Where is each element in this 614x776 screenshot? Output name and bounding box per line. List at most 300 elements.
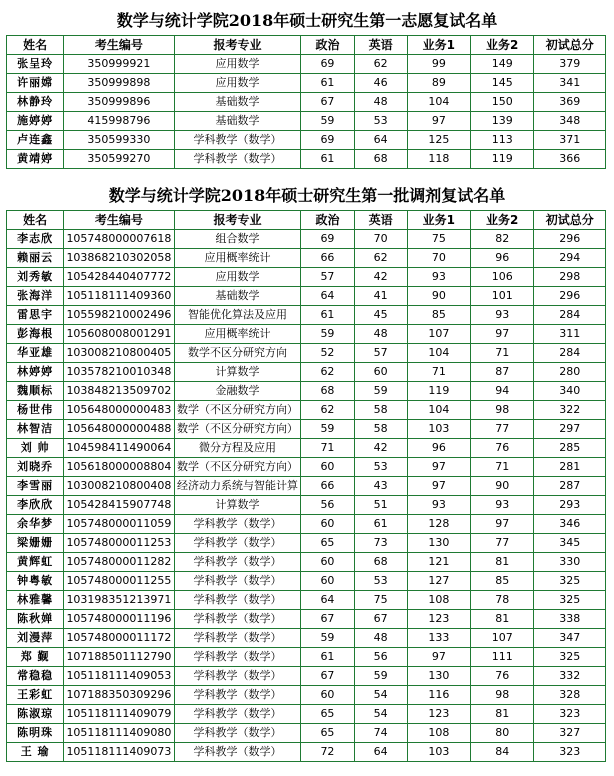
cell-major: 学科教学（数学） (174, 534, 301, 553)
cell-total: 323 (534, 743, 606, 762)
cell-major: 计算数学 (174, 363, 301, 382)
cell-subject2: 84 (471, 743, 534, 762)
cell-english: 73 (354, 534, 407, 553)
cell-subject1: 127 (407, 572, 470, 591)
cell-name: 林静玲 (7, 93, 64, 112)
cell-name: 王彩虹 (7, 686, 64, 705)
cell-english: 41 (354, 287, 407, 306)
table-row (7, 74, 606, 93)
cell-name: 梁姗姗 (7, 534, 64, 553)
table-row (7, 553, 606, 572)
cell-subject2: 78 (471, 591, 534, 610)
column-header-english: 英语 (354, 211, 407, 230)
cell-major: 学科教学（数学） (174, 610, 301, 629)
cell-subject1: 89 (407, 74, 470, 93)
cell-total: 379 (534, 55, 606, 74)
cell-total: 371 (534, 131, 606, 150)
cell-subject2: 76 (471, 439, 534, 458)
table-row (7, 268, 606, 287)
cell-english: 57 (354, 344, 407, 363)
cell-english: 58 (354, 420, 407, 439)
cell-subject1: 108 (407, 591, 470, 610)
cell-major: 数学不区分研究方向 (174, 344, 301, 363)
cell-major: 学科教学（数学） (174, 515, 301, 534)
cell-subject1: 75 (407, 230, 470, 249)
table-header-row (7, 36, 606, 55)
cell-subject1: 119 (407, 382, 470, 401)
cell-subject2: 107 (471, 629, 534, 648)
cell-name: 黄靖婷 (7, 150, 64, 169)
cell-exam-id: 350999921 (64, 55, 174, 74)
cell-politics: 62 (301, 363, 354, 382)
table-row (7, 344, 606, 363)
cell-english: 45 (354, 306, 407, 325)
cell-politics: 52 (301, 344, 354, 363)
cell-major: 应用数学 (174, 55, 301, 74)
column-header-english: 英语 (354, 36, 407, 55)
column-header-major: 报考专业 (174, 36, 301, 55)
cell-name: 魏顺标 (7, 382, 64, 401)
cell-total: 346 (534, 515, 606, 534)
column-header-politics: 政治 (301, 211, 354, 230)
cell-exam-id: 103198351213971 (64, 591, 174, 610)
cell-major: 学科教学（数学） (174, 131, 301, 150)
cell-name: 卢连鑫 (7, 131, 64, 150)
cell-politics: 67 (301, 667, 354, 686)
cell-total: 330 (534, 553, 606, 572)
cell-exam-id: 415998796 (64, 112, 174, 131)
cell-subject2: 71 (471, 344, 534, 363)
cell-english: 59 (354, 667, 407, 686)
table-row (7, 572, 606, 591)
cell-total: 328 (534, 686, 606, 705)
cell-exam-id: 105118111409360 (64, 287, 174, 306)
cell-exam-id: 105118111409053 (64, 667, 174, 686)
cell-english: 51 (354, 496, 407, 515)
cell-name: 钟粤敏 (7, 572, 64, 591)
cell-exam-id: 105748000011253 (64, 534, 174, 553)
table-row (7, 325, 606, 344)
cell-politics: 66 (301, 249, 354, 268)
cell-politics: 57 (301, 268, 354, 287)
cell-subject1: 128 (407, 515, 470, 534)
cell-major: 应用数学 (174, 268, 301, 287)
cell-english: 75 (354, 591, 407, 610)
cell-exam-id: 107188350309296 (64, 686, 174, 705)
cell-total: 296 (534, 287, 606, 306)
cell-major: 数学（不区分研究方向） (174, 458, 301, 477)
cell-major: 学科教学（数学） (174, 591, 301, 610)
table-row (7, 112, 606, 131)
cell-name: 张呈玲 (7, 55, 64, 74)
cell-name: 刘漫萍 (7, 629, 64, 648)
cell-subject1: 121 (407, 553, 470, 572)
cell-english: 62 (354, 55, 407, 74)
cell-total: 369 (534, 93, 606, 112)
cell-subject1: 123 (407, 610, 470, 629)
cell-subject2: 97 (471, 325, 534, 344)
column-header-exam-id: 考生编号 (64, 36, 174, 55)
cell-english: 62 (354, 249, 407, 268)
cell-major: 数学（不区分研究方向） (174, 401, 301, 420)
table-row (7, 629, 606, 648)
cell-major: 基础数学 (174, 112, 301, 131)
cell-name: 李志欣 (7, 230, 64, 249)
cell-english: 68 (354, 553, 407, 572)
cell-english: 43 (354, 477, 407, 496)
cell-major: 数学（不区分研究方向） (174, 420, 301, 439)
cell-major: 微分方程及应用 (174, 439, 301, 458)
cell-subject2: 81 (471, 610, 534, 629)
cell-name: 张海洋 (7, 287, 64, 306)
cell-major: 学科教学（数学） (174, 629, 301, 648)
cell-exam-id: 350999896 (64, 93, 174, 112)
cell-total: 325 (534, 648, 606, 667)
cell-subject1: 93 (407, 268, 470, 287)
table-row (7, 591, 606, 610)
cell-politics: 61 (301, 306, 354, 325)
table-row (7, 496, 606, 515)
cell-exam-id: 105748000011196 (64, 610, 174, 629)
table-row (7, 724, 606, 743)
cell-major: 经济动力系统与智能计算 (174, 477, 301, 496)
cell-total: 280 (534, 363, 606, 382)
cell-subject1: 97 (407, 458, 470, 477)
table-row (7, 93, 606, 112)
cell-total: 325 (534, 591, 606, 610)
cell-politics: 59 (301, 325, 354, 344)
table-row (7, 648, 606, 667)
cell-politics: 66 (301, 477, 354, 496)
cell-total: 341 (534, 74, 606, 93)
cell-major: 学科教学（数学） (174, 572, 301, 591)
cell-english: 54 (354, 705, 407, 724)
cell-politics: 65 (301, 534, 354, 553)
cell-subject1: 104 (407, 93, 470, 112)
cell-name: 杨世伟 (7, 401, 64, 420)
cell-subject1: 123 (407, 705, 470, 724)
cell-english: 46 (354, 74, 407, 93)
cell-english: 58 (354, 401, 407, 420)
cell-politics: 67 (301, 610, 354, 629)
cell-subject2: 150 (471, 93, 534, 112)
cell-politics: 69 (301, 131, 354, 150)
cell-subject2: 93 (471, 496, 534, 515)
table-row (7, 131, 606, 150)
cell-major: 学科教学（数学） (174, 686, 301, 705)
cell-politics: 69 (301, 230, 354, 249)
cell-politics: 67 (301, 93, 354, 112)
cell-politics: 65 (301, 724, 354, 743)
cell-politics: 60 (301, 686, 354, 705)
cell-name: 林智洁 (7, 420, 64, 439)
cell-total: 287 (534, 477, 606, 496)
cell-major: 学科教学（数学） (174, 667, 301, 686)
cell-subject1: 125 (407, 131, 470, 150)
cell-subject2: 81 (471, 553, 534, 572)
cell-total: 293 (534, 496, 606, 515)
cell-politics: 71 (301, 439, 354, 458)
cell-major: 学科教学（数学） (174, 743, 301, 762)
table-transfer-batch1 (6, 210, 606, 762)
cell-politics: 61 (301, 74, 354, 93)
cell-english: 48 (354, 325, 407, 344)
cell-subject2: 85 (471, 572, 534, 591)
cell-subject1: 130 (407, 667, 470, 686)
cell-exam-id: 105608008001291 (64, 325, 174, 344)
table-row (7, 686, 606, 705)
cell-major: 金融数学 (174, 382, 301, 401)
cell-english: 48 (354, 93, 407, 112)
cell-total: 338 (534, 610, 606, 629)
cell-subject1: 93 (407, 496, 470, 515)
cell-politics: 60 (301, 458, 354, 477)
cell-subject2: 98 (471, 686, 534, 705)
cell-politics: 60 (301, 515, 354, 534)
cell-exam-id: 105748000011282 (64, 553, 174, 572)
cell-total: 311 (534, 325, 606, 344)
cell-subject2: 139 (471, 112, 534, 131)
cell-exam-id: 350599270 (64, 150, 174, 169)
cell-politics: 64 (301, 287, 354, 306)
cell-subject1: 97 (407, 648, 470, 667)
cell-english: 53 (354, 112, 407, 131)
cell-english: 60 (354, 363, 407, 382)
cell-name: 黄辉虹 (7, 553, 64, 572)
page-title-transfer-batch1: 数学与统计学院2018年硕士研究生第一批调剂复试名单 (108, 186, 506, 205)
cell-major: 计算数学 (174, 496, 301, 515)
cell-english: 42 (354, 268, 407, 287)
cell-exam-id: 103008210800408 (64, 477, 174, 496)
table-row (7, 439, 606, 458)
cell-name: 陈秋婵 (7, 610, 64, 629)
cell-english: 54 (354, 686, 407, 705)
column-header-exam-id: 考生编号 (64, 211, 174, 230)
cell-exam-id: 103868210302058 (64, 249, 174, 268)
cell-subject2: 90 (471, 477, 534, 496)
cell-english: 53 (354, 458, 407, 477)
cell-politics: 72 (301, 743, 354, 762)
cell-exam-id: 107188501112790 (64, 648, 174, 667)
table-row (7, 458, 606, 477)
cell-major: 学科教学（数学） (174, 553, 301, 572)
cell-total: 366 (534, 150, 606, 169)
cell-subject2: 81 (471, 705, 534, 724)
cell-subject2: 98 (471, 401, 534, 420)
cell-total: 322 (534, 401, 606, 420)
cell-total: 332 (534, 667, 606, 686)
cell-politics: 59 (301, 629, 354, 648)
cell-exam-id: 105748000007618 (64, 230, 174, 249)
cell-exam-id: 105648000000483 (64, 401, 174, 420)
cell-name: 王 瑜 (7, 743, 64, 762)
cell-politics: 61 (301, 648, 354, 667)
cell-name: 施婷婷 (7, 112, 64, 131)
cell-name: 刘 帅 (7, 439, 64, 458)
cell-major: 基础数学 (174, 93, 301, 112)
cell-english: 74 (354, 724, 407, 743)
cell-total: 297 (534, 420, 606, 439)
section-first-choice (6, 8, 608, 169)
table-row (7, 667, 606, 686)
cell-name: 华亚雄 (7, 344, 64, 363)
table-row (7, 610, 606, 629)
cell-total: 323 (534, 705, 606, 724)
table-row (7, 287, 606, 306)
table-row (7, 249, 606, 268)
cell-subject1: 103 (407, 743, 470, 762)
cell-politics: 65 (301, 705, 354, 724)
cell-total: 284 (534, 306, 606, 325)
cell-name: 雷思宇 (7, 306, 64, 325)
cell-exam-id: 105648000000488 (64, 420, 174, 439)
cell-subject1: 99 (407, 55, 470, 74)
column-header-major: 报考专业 (174, 211, 301, 230)
table-row (7, 477, 606, 496)
cell-exam-id: 105748000011255 (64, 572, 174, 591)
cell-name: 常稳稳 (7, 667, 64, 686)
cell-total: 327 (534, 724, 606, 743)
cell-subject2: 113 (471, 131, 534, 150)
cell-politics: 60 (301, 553, 354, 572)
table-row (7, 382, 606, 401)
cell-english: 53 (354, 572, 407, 591)
cell-major: 应用数学 (174, 74, 301, 93)
page-title-first-choice: 数学与统计学院2018年硕士研究生第一志愿复试名单 (116, 11, 498, 30)
cell-politics: 69 (301, 55, 354, 74)
table-first-choice (6, 35, 606, 169)
cell-politics: 56 (301, 496, 354, 515)
cell-english: 42 (354, 439, 407, 458)
cell-subject1: 133 (407, 629, 470, 648)
cell-exam-id: 103008210800405 (64, 344, 174, 363)
cell-major: 学科教学（数学） (174, 648, 301, 667)
cell-name: 许丽嫦 (7, 74, 64, 93)
column-header-subject2: 业务2 (471, 36, 534, 55)
cell-subject1: 108 (407, 724, 470, 743)
cell-exam-id: 105598210002496 (64, 306, 174, 325)
cell-subject2: 96 (471, 249, 534, 268)
table-row (7, 363, 606, 382)
cell-subject1: 71 (407, 363, 470, 382)
table-row (7, 150, 606, 169)
table-row (7, 420, 606, 439)
cell-name: 李欣欣 (7, 496, 64, 515)
cell-exam-id: 350999898 (64, 74, 174, 93)
cell-name: 林雅馨 (7, 591, 64, 610)
cell-subject1: 90 (407, 287, 470, 306)
table-body-first-choice (7, 55, 606, 169)
cell-subject2: 97 (471, 515, 534, 534)
cell-exam-id: 350599330 (64, 131, 174, 150)
cell-major: 学科教学（数学） (174, 705, 301, 724)
table-row (7, 230, 606, 249)
cell-exam-id: 105428440407772 (64, 268, 174, 287)
cell-exam-id: 105118111409080 (64, 724, 174, 743)
column-header-subject1: 业务1 (407, 211, 470, 230)
cell-total: 345 (534, 534, 606, 553)
cell-name: 陈明珠 (7, 724, 64, 743)
cell-major: 应用概率统计 (174, 325, 301, 344)
cell-major: 组合数学 (174, 230, 301, 249)
cell-exam-id: 105428415907748 (64, 496, 174, 515)
table-row (7, 534, 606, 553)
cell-subject2: 82 (471, 230, 534, 249)
cell-exam-id: 103578210010348 (64, 363, 174, 382)
column-header-total: 初试总分 (534, 36, 606, 55)
cell-total: 340 (534, 382, 606, 401)
cell-subject2: 94 (471, 382, 534, 401)
cell-name: 陈淑琼 (7, 705, 64, 724)
cell-english: 48 (354, 629, 407, 648)
cell-subject2: 80 (471, 724, 534, 743)
column-header-name: 姓名 (7, 36, 64, 55)
cell-exam-id: 105618000008804 (64, 458, 174, 477)
cell-subject1: 85 (407, 306, 470, 325)
column-header-subject2: 业务2 (471, 211, 534, 230)
cell-exam-id: 105118111409073 (64, 743, 174, 762)
cell-subject2: 77 (471, 420, 534, 439)
column-header-total: 初试总分 (534, 211, 606, 230)
cell-subject2: 149 (471, 55, 534, 74)
cell-subject2: 77 (471, 534, 534, 553)
cell-total: 281 (534, 458, 606, 477)
cell-major: 应用概率统计 (174, 249, 301, 268)
cell-politics: 59 (301, 420, 354, 439)
cell-subject1: 103 (407, 420, 470, 439)
cell-major: 基础数学 (174, 287, 301, 306)
cell-exam-id: 105748000011059 (64, 515, 174, 534)
cell-english: 70 (354, 230, 407, 249)
cell-total: 347 (534, 629, 606, 648)
cell-politics: 61 (301, 150, 354, 169)
cell-subject2: 93 (471, 306, 534, 325)
cell-total: 296 (534, 230, 606, 249)
cell-total: 284 (534, 344, 606, 363)
cell-subject2: 119 (471, 150, 534, 169)
cell-politics: 64 (301, 591, 354, 610)
table-row (7, 401, 606, 420)
table-header-row (7, 211, 606, 230)
cell-major: 学科教学（数学） (174, 724, 301, 743)
table-body-transfer-batch1 (7, 230, 606, 762)
cell-exam-id: 104598411490064 (64, 439, 174, 458)
cell-name: 郑 觐 (7, 648, 64, 667)
cell-name: 彭海根 (7, 325, 64, 344)
cell-total: 298 (534, 268, 606, 287)
cell-subject1: 97 (407, 112, 470, 131)
cell-politics: 62 (301, 401, 354, 420)
cell-subject2: 145 (471, 74, 534, 93)
cell-subject2: 71 (471, 458, 534, 477)
cell-english: 64 (354, 743, 407, 762)
cell-subject2: 76 (471, 667, 534, 686)
column-header-subject1: 业务1 (407, 36, 470, 55)
cell-name: 李雪丽 (7, 477, 64, 496)
cell-english: 59 (354, 382, 407, 401)
cell-total: 348 (534, 112, 606, 131)
column-header-name: 姓名 (7, 211, 64, 230)
cell-subject2: 111 (471, 648, 534, 667)
cell-english: 56 (354, 648, 407, 667)
cell-subject1: 97 (407, 477, 470, 496)
cell-politics: 59 (301, 112, 354, 131)
cell-english: 64 (354, 131, 407, 150)
cell-politics: 60 (301, 572, 354, 591)
cell-subject1: 130 (407, 534, 470, 553)
cell-name: 刘晓乔 (7, 458, 64, 477)
cell-subject1: 107 (407, 325, 470, 344)
